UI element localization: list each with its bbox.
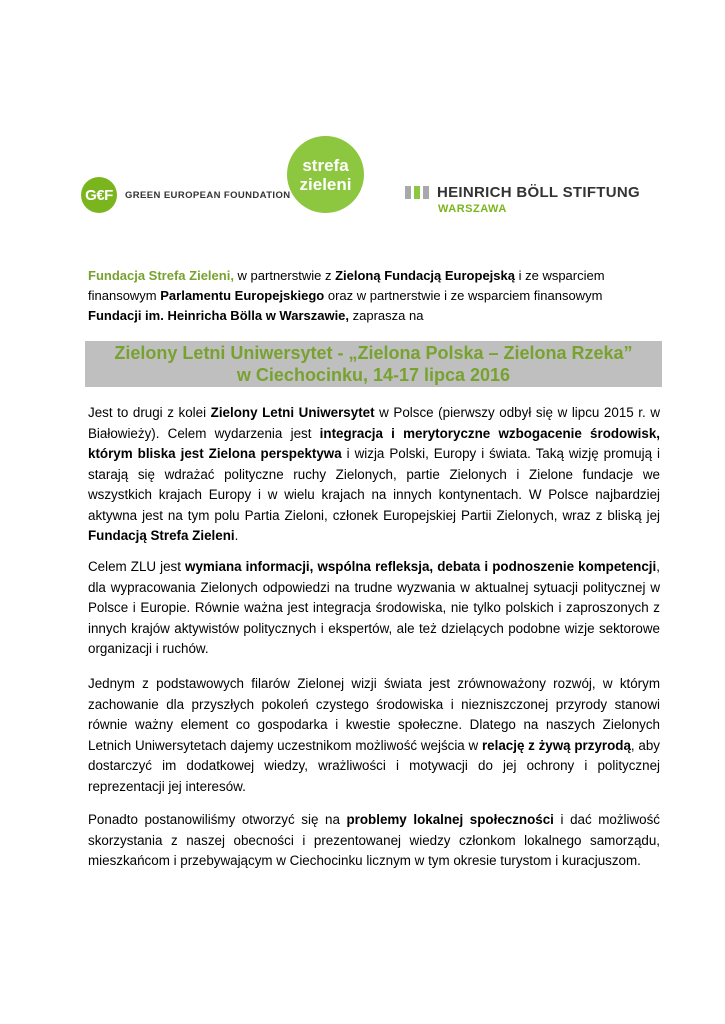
event-title: Zielony Letni Uniwersytet - „Zielona Polska – Zielona Rzeka”: [114, 343, 633, 363]
boell-logo-mark: [405, 186, 429, 199]
intro-organizer: Fundacja Strefa Zieleni,: [88, 268, 234, 283]
text: i wizja Polski, Europy i świata. Taką wizję promują i starają się wdrażać polityczne ruchy Zielonych, partie Zielonych i Zielone fundacje we wszystkich krajach Europy i w wielu krajach na innych kontynentach. W Polsce najbardziej aktywna jest na tym polu Partia Zieloni, członek Europejskiej Partii Zielonych, wraz z bliską jej: [88, 446, 660, 523]
strefa-zieleni-logo: [287, 136, 364, 213]
text: Celem ZLU jest: [88, 559, 186, 574]
event-title-banner: [85, 341, 662, 387]
text: Ponadto postanowiliśmy otworzyć się na: [88, 812, 347, 827]
bold-text: problemy lokalnej społeczności: [346, 812, 554, 827]
text: Jednym z podstawowych filarów Zielonej wizji świata jest zrównoważony rozwój, w którym zachowanie dla przyszłych pokoleń czystego środowiska i niezniszczonej przyrody stanowi równie ważny element co gospodarka i kwestie społeczne. Dlatego na naszych Zielonych Letnich Uniwersytetach dajemy uczestnikom możliwość wejścia w: [88, 676, 660, 753]
intro-sponsor: Parlamentu Europejskiego: [160, 288, 325, 303]
bold-text: relację z żywą przyrodą: [481, 737, 631, 753]
text: , aby dostarczyć im dodatkowej wiedzy, wrażliwości i motywacji do jej ochrony i politycznej reprezentacji jej interesów.: [88, 737, 660, 794]
intro-text: zaprasza na: [349, 308, 424, 323]
gef-logo: [81, 177, 291, 213]
bold-text: Zielony Letni Uniwersytet: [210, 405, 375, 420]
paragraph-1: [88, 403, 660, 547]
boell-foundation-logo: [405, 184, 640, 215]
bold-text: integracja i merytoryczne wzbogacenie środowisk, którym bliska jest Zielona perspektywa: [88, 425, 660, 461]
text: w Polsce (pierwszy odbył się w lipcu 2015 r. w Białowieży). Celem wydarzenia jest: [88, 405, 660, 441]
intro-text: w partnerstwie z: [233, 268, 336, 283]
event-date-place: w Ciechocinku, 14-17 lipca 2016: [236, 365, 511, 385]
strefa-logo-line1: strefa: [302, 155, 349, 175]
text: i dać możliwość skorzystania z naszej obecności i prezentowanej wiedzy członkom lokalnego samorządu, mieszkańcom i przebywającym w Ciechocinku licznym w tym okresie turystom i kuracjuszom.: [88, 812, 661, 868]
text: .: [234, 528, 239, 543]
text: Jest to drugi z kolei: [88, 405, 211, 420]
text: , dla wypracowania Zielonych odpowiedzi na trudne wyzwania w aktualnej sytuacji politycznej w Polsce i Europie. Równie ważna jest integracja środowiska, nie tylko polskich i zaproszonych z innych krajów aktywistów politycznych i ekspertów, ale też dzielących podobne wizje sektorowe organizacji i ruchów.: [88, 559, 660, 656]
boell-logo-name: HEINRICH BÖLL STIFTUNG: [437, 184, 640, 201]
paragraph-3: [88, 674, 660, 797]
strefa-logo-line2: zieleni: [299, 174, 352, 194]
intro-text: i ze wsparciem finansowym: [88, 268, 605, 303]
intro-paragraph: [88, 266, 648, 326]
intro-partner: Zieloną Fundacją Europejską: [335, 268, 515, 283]
paragraph-4: [88, 810, 660, 872]
bold-text: Fundacją Strefa Zieleni: [88, 528, 235, 543]
bold-text: wymiana informacji, wspólna refleksja, debata i podnoszenie kompetencji: [185, 559, 657, 574]
intro-text: oraz w partnerstwie i ze wsparciem finansowym: [324, 288, 603, 303]
paragraph-2: [88, 557, 660, 660]
logo-header: [0, 0, 725, 230]
intro-foundation: Fundacji im. Heinricha Bölla w Warszawie,: [88, 308, 350, 323]
gef-logo-name: GREEN EUROPEAN FOUNDATION: [125, 189, 291, 201]
gef-logo-mark: G€F: [81, 177, 117, 213]
boell-logo-city: WARSZAWA: [438, 203, 507, 215]
